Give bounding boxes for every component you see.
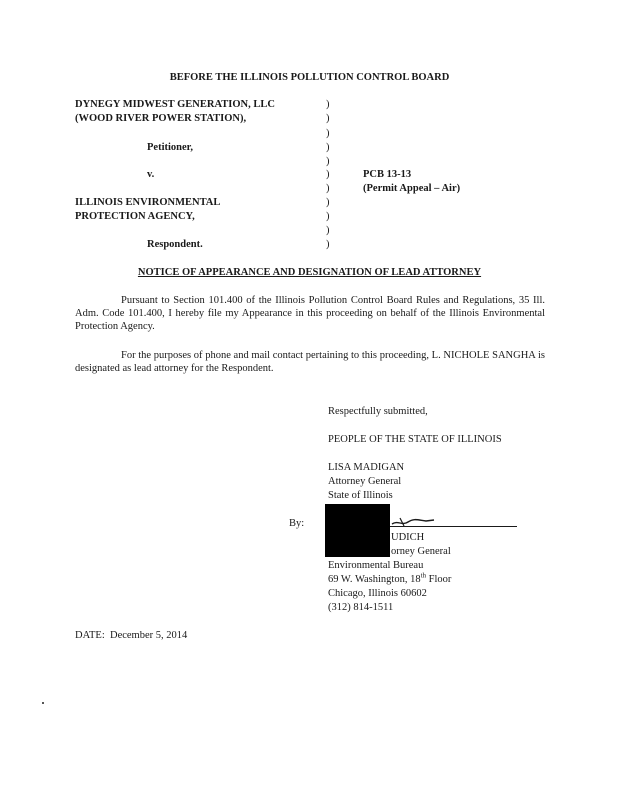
caption-bracket: ) bbox=[326, 169, 330, 180]
case-type: (Permit Appeal – Air) bbox=[363, 183, 461, 194]
attorney-general-title: Attorney General bbox=[328, 476, 402, 487]
street-address-main: 69 W. Washington, 18 bbox=[328, 574, 421, 585]
signature-line bbox=[389, 526, 517, 527]
signer-title: orney General bbox=[391, 546, 451, 557]
bureau: Environmental Bureau bbox=[328, 560, 424, 571]
caption-bracket: ) bbox=[326, 197, 330, 208]
street-address-floor: Floor bbox=[426, 574, 452, 585]
petitioner-role: Petitioner, bbox=[147, 142, 193, 153]
petitioner-name-line1: DYNEGY MIDWEST GENERATION, LLC bbox=[75, 99, 275, 110]
caption-bracket: ) bbox=[326, 113, 330, 124]
scan-speck bbox=[42, 702, 44, 704]
board-heading: BEFORE THE ILLINOIS POLLUTION CONTROL BOARD bbox=[169, 72, 450, 83]
paragraph-appearance: Pursuant to Section 101.400 of the Illinois Pollution Control Board Rules and Regulations, 35 Ill. Adm. Code 101.400, I hereby file my Appearance in this proceeding on behalf of the Illinois Environmental Protection Agency. bbox=[75, 295, 545, 332]
street-address bbox=[328, 573, 451, 586]
caption-bracket: ) bbox=[326, 211, 330, 222]
paragraph-lead-attorney: For the purposes of phone and mail contact pertaining to this proceeding, L. NICHOLE SANGHA is designated as lead attorney for the Respondent. bbox=[75, 350, 545, 374]
versus: v. bbox=[147, 169, 155, 180]
respondent-role: Respondent. bbox=[147, 239, 203, 250]
petitioner-name-line2: (WOOD RIVER POWER STATION), bbox=[75, 113, 247, 124]
respondent-name-line1: ILLINOIS ENVIRONMENTAL bbox=[75, 197, 221, 208]
attorney-general-state: State of Illinois bbox=[328, 490, 393, 501]
caption-bracket: ) bbox=[326, 183, 330, 194]
notice-title: NOTICE OF APPEARANCE AND DESIGNATION OF LEAD ATTORNEY bbox=[137, 267, 482, 278]
phone-number: (312) 814-1511 bbox=[328, 602, 394, 613]
redaction-box bbox=[325, 504, 390, 557]
street-address-ordinal: th bbox=[420, 571, 427, 580]
date-line: DATE: December 5, 2014 bbox=[75, 630, 188, 641]
caption-bracket: ) bbox=[326, 99, 330, 110]
attorney-general-name: LISA MADIGAN bbox=[328, 462, 405, 473]
by-label: By: bbox=[289, 518, 305, 529]
city-state-zip: Chicago, Illinois 60602 bbox=[328, 588, 427, 599]
caption-bracket: ) bbox=[326, 128, 330, 139]
case-number: PCB 13-13 bbox=[363, 169, 412, 180]
caption-bracket: ) bbox=[326, 142, 330, 153]
respondent-name-line2: PROTECTION AGENCY, bbox=[75, 211, 195, 222]
party-name: PEOPLE OF THE STATE OF ILLINOIS bbox=[328, 434, 502, 445]
caption-bracket: ) bbox=[326, 225, 330, 236]
caption-bracket: ) bbox=[326, 239, 330, 250]
signer-name: UDICH bbox=[391, 532, 425, 543]
closing: Respectfully submitted, bbox=[328, 406, 428, 417]
caption-bracket: ) bbox=[326, 156, 330, 167]
